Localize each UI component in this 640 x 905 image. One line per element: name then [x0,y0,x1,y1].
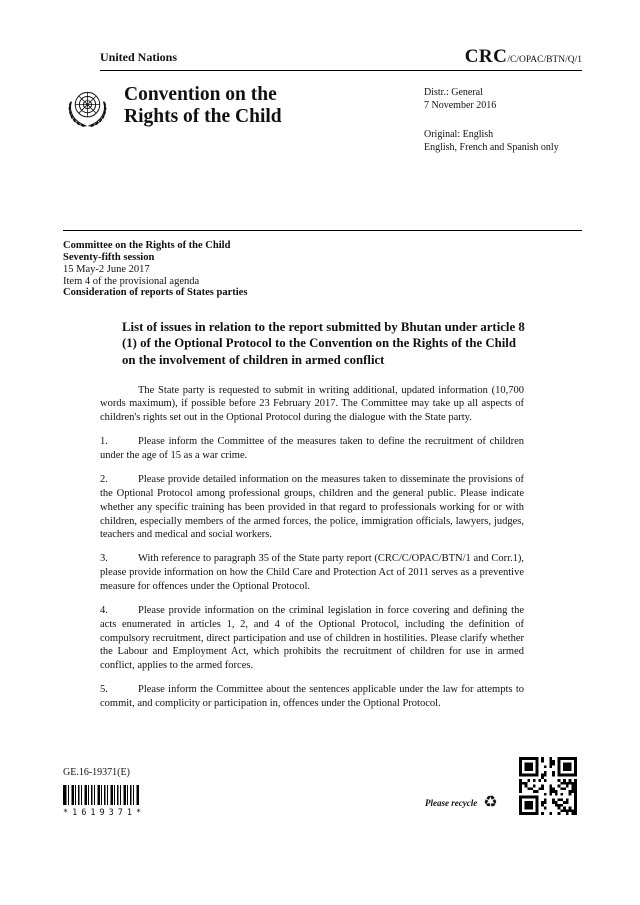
convention-title [124,84,392,154]
header-divider [100,70,582,71]
barcode [63,785,139,805]
main-content [0,319,640,711]
convention-title-line2: Rights of the Child [124,105,282,127]
document-symbol [465,46,582,68]
numbered-paragraph [100,683,524,711]
recycle-icon: ♻ [483,794,498,811]
numbered-paragraph [100,435,524,463]
recycle-label: Please recycle [425,798,478,808]
agenda-title: Consideration of reports of States parties [63,287,248,299]
paragraph-number: 2. [100,473,108,485]
document-number: GE.16-19371(E) [63,767,130,778]
session-dates: 15 May-2 June 2017 [63,263,150,275]
distribution-block [424,84,582,154]
session-number: Seventy-fifth session [63,251,155,263]
paragraph-number: 1. [100,436,108,448]
org-name: United Nations [100,50,178,64]
document-symbol-small: /C/OPAC/BTN/Q/1 [507,55,582,65]
convention-title-line1: Convention on the [124,84,277,105]
barcode-text: *1619371* [63,808,146,818]
document-title: List of issues in relation to the report submitted by Bhutan under article 8 (1) of the Optional Protocol to the Convention on the Rights of the Child on the involvement of children in armed conflict [122,320,525,367]
un-emblem-icon [64,85,112,154]
paragraph-text: Please inform the Committee of the measures taken to define the recruitment of children under the age of 15 as a war crime. [100,436,524,462]
qr-code [519,757,577,815]
distr-gap [424,112,582,128]
available-languages: English, French and Spanish only [424,142,559,153]
document-header [100,46,582,68]
recycle-notice [425,795,498,811]
masthead [64,84,582,154]
paragraph-text: With reference to paragraph 35 of the State party report (CRC/C/OPAC/BTN/1 and Corr.1), please provide information on how the Child Care and Protection Act of 2011 serves as a preventive measure for offences under the Optional Protocol. [100,553,524,592]
numbered-paragraph [100,473,524,542]
paragraph-text: Please provide detailed information on the measures taken to disseminate the provisions of the Optional Protocol among professional groups, children and the general public. Please indicate whether any specific training has been provided in that regard to professionals working for or with children, especially members of the armed forces, the police, immigration officials, lawyers, judges, teachers and medical and social workers. [100,473,524,541]
intro-paragraph: The State party is requested to submit in writing additional, updated information (10,700 words maximum), if possible before 23 February 2017. The Committee may take up all aspects of children's rights set out in the Optional Protocol during the dialogue with the State party. [100,384,524,424]
paragraph-text: Please provide information on the criminal legislation in force covering and defining the acts enumerated in articles 1, 2, and 4 of the Optional Protocol, including the definition of compulsory recruitment, direct participation and use of children in hostilities. Please clarify whether the Labour and Employment Act, which prohibits the recruitment of children for use in armed conflict, applies to the armed forces. [100,604,524,672]
paragraph-number: 4. [100,604,108,616]
paragraph-number: 5. [100,684,108,696]
session-info [63,240,582,299]
original-language: Original: English [424,129,494,140]
document-symbol-large: CRC [464,46,508,67]
paragraph-number: 3. [100,553,108,565]
numbered-paragraph [100,604,524,673]
committee-name: Committee on the Rights of the Child [63,240,231,251]
paragraph-text: Please inform the Committee about the sentences applicable under the law for attempts to commit, and complicity or participation in, offences under the Optional Protocol. [100,684,524,709]
numbered-paragraph [100,552,524,594]
doc-date: 7 November 2016 [424,100,497,111]
distr-line: Distr.: General [424,87,483,98]
session-divider [63,230,582,231]
agenda-item: Item 4 of the provisional agenda [63,275,200,287]
